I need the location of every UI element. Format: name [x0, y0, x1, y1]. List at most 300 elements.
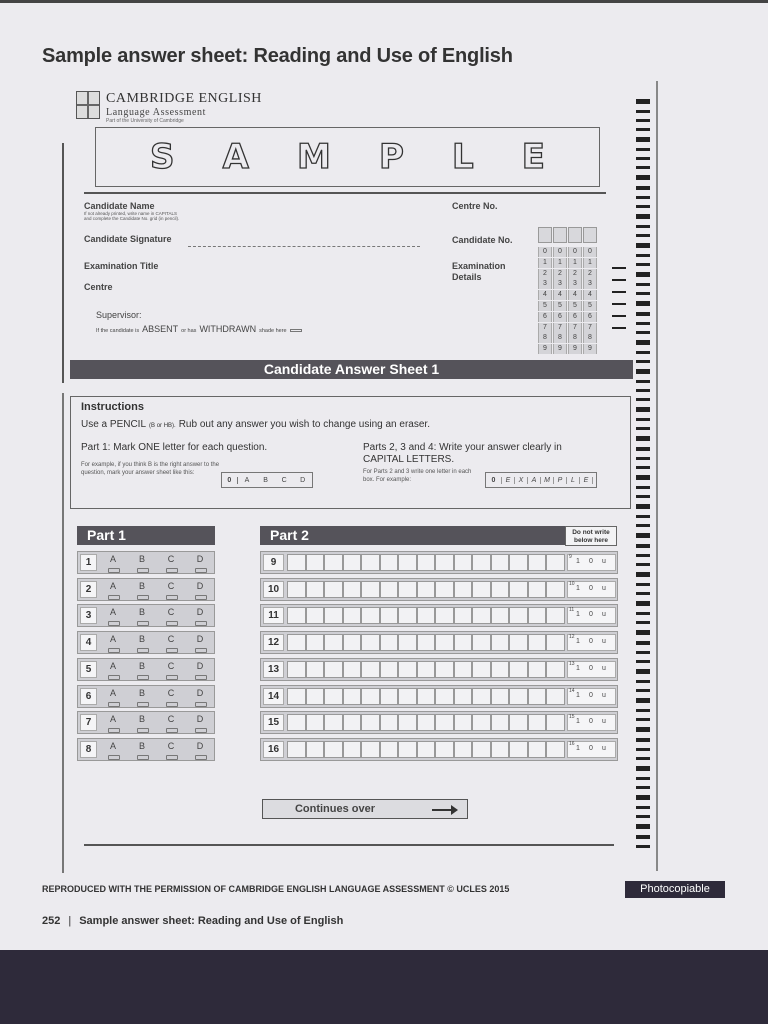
- letter-box[interactable]: [324, 661, 343, 678]
- letter-box[interactable]: [306, 688, 325, 705]
- question-number: 8: [80, 741, 97, 758]
- answer-option-lozenge[interactable]: A: [102, 741, 124, 758]
- mark-option: 1: [576, 744, 580, 752]
- letter-box[interactable]: [417, 634, 436, 651]
- letter-box[interactable]: [398, 688, 417, 705]
- crest-icon: [76, 91, 100, 119]
- candidate-grid-cell[interactable]: 5: [568, 301, 582, 311]
- answer-option-lozenge[interactable]: D: [189, 714, 211, 731]
- letter-box[interactable]: [528, 661, 547, 678]
- candidate-grid-cell[interactable]: 7: [583, 323, 597, 333]
- letter-box[interactable]: [509, 714, 528, 731]
- answer-option-lozenge[interactable]: A: [102, 581, 124, 598]
- part1-question-row: [77, 738, 215, 761]
- letter-box[interactable]: [417, 688, 436, 705]
- letter-box[interactable]: [361, 688, 380, 705]
- timing-mark: [636, 175, 650, 180]
- parts234-example-cell: E: [580, 477, 593, 484]
- letter-box[interactable]: [324, 634, 343, 651]
- answer-option-lozenge[interactable]: D: [189, 661, 211, 678]
- question-number: 2: [80, 581, 97, 598]
- answer-option-lozenge[interactable]: B: [131, 607, 153, 624]
- letter-box[interactable]: [472, 607, 491, 624]
- mark-option: 1: [576, 718, 580, 726]
- candidate-grid-cell[interactable]: 2: [553, 269, 567, 279]
- question-number: 3: [80, 607, 97, 624]
- part1-question-row: [77, 711, 215, 734]
- answer-option-lozenge[interactable]: D: [189, 554, 211, 571]
- candidate-grid-cell[interactable]: 1: [538, 258, 552, 268]
- examiner-mark-box: [567, 581, 616, 598]
- answer-option-lozenge[interactable]: B: [131, 661, 153, 678]
- letter-box[interactable]: [343, 661, 362, 678]
- letter-box[interactable]: [509, 741, 528, 758]
- candidate-grid-cell[interactable]: 6: [583, 312, 597, 322]
- letter-box[interactable]: [361, 714, 380, 731]
- letter-box[interactable]: [324, 688, 343, 705]
- candidate-grid-cell[interactable]: 9: [553, 344, 567, 354]
- candidate-grid-cell[interactable]: 4: [538, 290, 552, 300]
- candidate-grid-cell[interactable]: 2: [583, 269, 597, 279]
- timing-mark: [636, 119, 650, 122]
- timing-mark: [636, 186, 650, 190]
- sample-letter: E: [521, 137, 545, 177]
- candidate-grid-cell[interactable]: 3: [553, 279, 567, 289]
- letter-box[interactable]: [417, 714, 436, 731]
- mark-option: u: [602, 718, 606, 726]
- mark-option: 1: [576, 638, 580, 646]
- mark-option: 1: [576, 558, 580, 565]
- letter-box[interactable]: [509, 661, 528, 678]
- letter-box[interactable]: [306, 661, 325, 678]
- footer-separator: |: [68, 915, 72, 927]
- candidate-grid-cell[interactable]: 1: [583, 258, 597, 268]
- candidate-grid-cell[interactable]: 9: [568, 344, 582, 354]
- timing-mark: [636, 495, 650, 498]
- letter-box[interactable]: [528, 581, 547, 598]
- letter-box[interactable]: [343, 714, 362, 731]
- letter-box[interactable]: [306, 554, 325, 571]
- letter-boxes: [287, 714, 565, 731]
- part1-instruction: Part 1: Mark ONE letter for each question.: [81, 442, 268, 453]
- question-number: 7: [80, 714, 97, 731]
- answer-option-lozenge[interactable]: C: [160, 634, 182, 651]
- timing-mark: [636, 418, 650, 421]
- bottom-rule: [84, 844, 614, 846]
- timing-mark: [636, 660, 650, 663]
- letter-box[interactable]: [435, 714, 454, 731]
- letter-box[interactable]: [435, 634, 454, 651]
- letter-box[interactable]: [306, 581, 325, 598]
- letter-box[interactable]: [528, 634, 547, 651]
- letter-box[interactable]: [472, 554, 491, 571]
- letter-box[interactable]: [417, 581, 436, 598]
- candidate-grid-cell[interactable]: 6: [553, 312, 567, 322]
- answer-option-lozenge[interactable]: C: [160, 554, 182, 571]
- timing-mark: [636, 738, 650, 742]
- letter-box[interactable]: [287, 714, 306, 731]
- letter-box[interactable]: [287, 607, 306, 624]
- letter-box[interactable]: [528, 688, 547, 705]
- letter-box[interactable]: [361, 661, 380, 678]
- permission-notice: REPRODUCED WITH THE PERMISSION OF CAMBRIDGE ENGLISH LANGUAGE ASSESSMENT © UCLES 2015: [42, 884, 510, 894]
- letter-box[interactable]: [491, 714, 510, 731]
- photocopiable-badge: Photocopiable: [625, 881, 725, 898]
- timing-mark: [636, 563, 650, 566]
- timing-mark: [636, 806, 650, 809]
- letter-box[interactable]: [398, 607, 417, 624]
- letter-box[interactable]: [287, 688, 306, 705]
- arrow-right-icon: [432, 809, 456, 811]
- letter-box[interactable]: [380, 688, 399, 705]
- letter-box[interactable]: [343, 607, 362, 624]
- parts234-example-cell: M: [541, 477, 554, 484]
- candidate-grid-cell[interactable]: 4: [583, 290, 597, 300]
- candidate-grid-cell[interactable]: 8: [538, 333, 552, 343]
- timing-mark: [636, 835, 650, 839]
- letter-box[interactable]: [546, 661, 565, 678]
- supervisor-note-b: or has: [181, 328, 197, 334]
- sample-letter: M: [297, 137, 331, 177]
- timing-mark: [636, 786, 650, 789]
- letter-box[interactable]: [491, 741, 510, 758]
- letter-box[interactable]: [398, 634, 417, 651]
- mark-option: 0: [589, 638, 593, 646]
- letter-box[interactable]: [546, 607, 565, 624]
- letter-box[interactable]: [361, 581, 380, 598]
- candidate-grid-cell[interactable]: 1: [553, 258, 567, 268]
- answer-option-lozenge[interactable]: D: [189, 581, 211, 598]
- question-number: 9: [263, 554, 284, 571]
- examiner-mark-box: [567, 634, 616, 651]
- letter-box[interactable]: [287, 581, 306, 598]
- candidate-number-grid[interactable]: [538, 227, 598, 357]
- candidate-grid-cell[interactable]: 3: [583, 279, 597, 289]
- letter-box[interactable]: [546, 688, 565, 705]
- letter-box[interactable]: [398, 714, 417, 731]
- candidate-grid-cell[interactable]: 0: [538, 247, 552, 257]
- part1-header: Part 1: [77, 526, 215, 545]
- answer-option-lozenge[interactable]: A: [102, 554, 124, 571]
- answer-option-lozenge[interactable]: B: [131, 581, 153, 598]
- candidate-grid-cell[interactable]: 7: [568, 323, 582, 333]
- letter-box[interactable]: [380, 741, 399, 758]
- letter-box[interactable]: [287, 554, 306, 571]
- letter-box[interactable]: [343, 634, 362, 651]
- parts234-example-cell: X: [515, 477, 528, 484]
- part1-question-row: [77, 551, 215, 574]
- candidate-grid-cell[interactable]: 6: [538, 312, 552, 322]
- letter-box[interactable]: [324, 607, 343, 624]
- examination-title-label: Examination Title: [84, 261, 159, 271]
- letter-boxes: [287, 741, 565, 758]
- letter-box[interactable]: [398, 741, 417, 758]
- candidate-grid-cell[interactable]: 6: [568, 312, 582, 322]
- answer-option-lozenge[interactable]: D: [189, 607, 211, 624]
- letter-box[interactable]: [343, 741, 362, 758]
- answer-option-lozenge[interactable]: B: [131, 634, 153, 651]
- letter-box[interactable]: [546, 741, 565, 758]
- timing-mark: [636, 601, 650, 606]
- letter-box[interactable]: [509, 688, 528, 705]
- answer-option-lozenge[interactable]: A: [102, 714, 124, 731]
- letter-box[interactable]: [417, 661, 436, 678]
- timing-mark: [636, 572, 650, 577]
- timing-mark: [636, 389, 650, 392]
- letter-box[interactable]: [380, 634, 399, 651]
- candidate-grid-cell[interactable]: 8: [583, 333, 597, 343]
- grid-timing-marks: [612, 267, 626, 339]
- candidate-grid-cell[interactable]: 2: [568, 269, 582, 279]
- candidate-grid-cell[interactable]: 7: [553, 323, 567, 333]
- supervisor-note-a: If the candidate is: [96, 328, 140, 334]
- candidate-grid-cell[interactable]: 3: [538, 279, 552, 289]
- answer-option-lozenge[interactable]: A: [102, 607, 124, 624]
- candidate-signature-label: Candidate Signature: [84, 234, 172, 244]
- part2-question-row: [260, 578, 618, 601]
- timing-mark: [636, 475, 650, 480]
- letter-box[interactable]: [417, 607, 436, 624]
- letter-box[interactable]: [491, 581, 510, 598]
- letter-box[interactable]: [306, 741, 325, 758]
- mark-option: 1: [576, 611, 580, 619]
- letter-box[interactable]: [454, 607, 473, 624]
- letter-box[interactable]: [380, 607, 399, 624]
- letter-box[interactable]: [380, 714, 399, 731]
- letter-box[interactable]: [435, 581, 454, 598]
- candidate-grid-cell[interactable]: 0: [553, 247, 567, 257]
- timing-mark: [636, 340, 650, 345]
- parts234-example-cell: 0: [486, 477, 502, 484]
- letter-box[interactable]: [509, 581, 528, 598]
- answer-option-lozenge[interactable]: A: [102, 661, 124, 678]
- letter-box[interactable]: [528, 714, 547, 731]
- letter-box[interactable]: [324, 714, 343, 731]
- signature-line[interactable]: [188, 246, 420, 247]
- letter-box[interactable]: [491, 554, 510, 571]
- letter-box[interactable]: [361, 634, 380, 651]
- mark-question-number: 16: [569, 740, 575, 747]
- letter-box[interactable]: [343, 554, 362, 571]
- candidate-grid-cell[interactable]: 0: [568, 247, 582, 257]
- letter-box[interactable]: [343, 688, 362, 705]
- timing-mark: [636, 128, 650, 131]
- timing-mark: [636, 621, 650, 624]
- letter-box[interactable]: [417, 554, 436, 571]
- letter-box[interactable]: [306, 607, 325, 624]
- candidate-grid-cell[interactable]: 5: [553, 301, 567, 311]
- letter-box[interactable]: [324, 741, 343, 758]
- candidate-grid-cell[interactable]: 3: [568, 279, 582, 289]
- timing-mark: [636, 709, 650, 712]
- timing-mark: [636, 669, 650, 674]
- candidate-grid-column-head: [583, 227, 597, 243]
- letter-box[interactable]: [491, 607, 510, 624]
- part2-question-row: [260, 631, 618, 654]
- letter-box[interactable]: [546, 554, 565, 571]
- letter-box[interactable]: [398, 581, 417, 598]
- parts234-example-box: [485, 472, 597, 488]
- letter-box[interactable]: [324, 581, 343, 598]
- logo-name: CAMBRIDGE ENGLISH: [106, 91, 262, 106]
- candidate-grid-cell[interactable]: 9: [538, 344, 552, 354]
- letter-box[interactable]: [546, 634, 565, 651]
- timing-mark: [636, 427, 650, 430]
- sheet-left-border-lower: [62, 393, 64, 873]
- answer-option-lozenge[interactable]: C: [160, 741, 182, 758]
- mark-option: u: [602, 744, 606, 752]
- letter-box[interactable]: [509, 607, 528, 624]
- do-not-write-label: Do not write below here: [565, 526, 617, 546]
- question-number: 4: [80, 634, 97, 651]
- letter-box[interactable]: [435, 607, 454, 624]
- letter-box[interactable]: [435, 741, 454, 758]
- answer-option-lozenge[interactable]: A: [102, 634, 124, 651]
- candidate-grid-cell[interactable]: 2: [538, 269, 552, 279]
- letter-box[interactable]: [380, 661, 399, 678]
- letter-box[interactable]: [454, 714, 473, 731]
- letter-box[interactable]: [546, 714, 565, 731]
- letter-box[interactable]: [491, 634, 510, 651]
- answer-option-lozenge[interactable]: C: [160, 607, 182, 624]
- answer-sheet-title: Candidate Answer Sheet 1: [70, 360, 633, 379]
- letter-box[interactable]: [417, 741, 436, 758]
- letter-boxes: [287, 634, 565, 651]
- letter-box[interactable]: [380, 554, 399, 571]
- part2-question-row: [260, 711, 618, 734]
- letter-box[interactable]: [454, 661, 473, 678]
- letter-box[interactable]: [306, 634, 325, 651]
- letter-box[interactable]: [528, 607, 547, 624]
- letter-box[interactable]: [472, 741, 491, 758]
- answer-option-lozenge[interactable]: A: [102, 688, 124, 705]
- candidate-grid-cell[interactable]: 5: [583, 301, 597, 311]
- letter-box[interactable]: [435, 661, 454, 678]
- timing-mark: [636, 263, 650, 266]
- timing-mark: [636, 99, 650, 104]
- mark-option: 0: [589, 664, 593, 672]
- letter-box[interactable]: [398, 661, 417, 678]
- letter-box[interactable]: [343, 581, 362, 598]
- part2-question-row: [260, 551, 618, 574]
- letter-box[interactable]: [472, 581, 491, 598]
- letter-box[interactable]: [528, 741, 547, 758]
- letter-box[interactable]: [528, 554, 547, 571]
- timing-mark: [636, 301, 650, 306]
- letter-box[interactable]: [398, 554, 417, 571]
- timing-mark: [636, 466, 650, 469]
- answer-option-lozenge[interactable]: D: [189, 634, 211, 651]
- answer-option-lozenge[interactable]: B: [131, 688, 153, 705]
- page-number: 252: [42, 915, 61, 927]
- question-number: 11: [263, 607, 284, 624]
- letter-box[interactable]: [454, 688, 473, 705]
- candidate-grid-cell[interactable]: 7: [538, 323, 552, 333]
- timing-mark: [636, 651, 650, 654]
- part1-example-cell: D: [300, 476, 306, 484]
- candidate-grid-cell[interactable]: 4: [568, 290, 582, 300]
- candidate-grid-cell[interactable]: 1: [568, 258, 582, 268]
- candidate-grid-cell[interactable]: 9: [583, 344, 597, 354]
- letter-box[interactable]: [509, 634, 528, 651]
- letter-box[interactable]: [454, 741, 473, 758]
- question-number: 14: [263, 688, 284, 705]
- examiner-mark-box: [567, 554, 616, 571]
- answer-option-lozenge[interactable]: C: [160, 714, 182, 731]
- answer-option-lozenge[interactable]: D: [189, 688, 211, 705]
- parts234-instruction: Parts 2, 3 and 4: Write your answer clearly in CAPITAL LETTERS.: [363, 442, 562, 465]
- timing-mark: [636, 360, 650, 363]
- candidate-grid-cell[interactable]: 8: [568, 333, 582, 343]
- letter-box[interactable]: [435, 554, 454, 571]
- letter-box[interactable]: [435, 688, 454, 705]
- mark-option: 1: [576, 664, 580, 672]
- absent-shade-box[interactable]: [290, 329, 302, 332]
- candidate-grid-column-head: [568, 227, 582, 243]
- answer-option-lozenge[interactable]: C: [160, 581, 182, 598]
- answer-option-lozenge[interactable]: C: [160, 688, 182, 705]
- letter-box[interactable]: [472, 661, 491, 678]
- mark-option: u: [602, 638, 606, 646]
- letter-box[interactable]: [287, 634, 306, 651]
- candidate-grid-cell[interactable]: 5: [538, 301, 552, 311]
- mark-option: 0: [589, 558, 593, 565]
- answer-option-lozenge[interactable]: B: [131, 554, 153, 571]
- timing-mark: [636, 592, 650, 595]
- timing-mark: [636, 583, 650, 586]
- mark-question-number: 15: [569, 714, 575, 721]
- letter-box[interactable]: [324, 554, 343, 571]
- logo-text: [106, 91, 262, 124]
- answer-option-lozenge[interactable]: B: [131, 714, 153, 731]
- letter-box[interactable]: [306, 714, 325, 731]
- supervisor-label: Supervisor:: [96, 310, 142, 320]
- letter-box[interactable]: [380, 581, 399, 598]
- answer-option-lozenge[interactable]: D: [189, 741, 211, 758]
- letter-box[interactable]: [287, 661, 306, 678]
- supervisor-absent: ABSENT: [142, 324, 179, 334]
- timing-mark: [636, 515, 650, 518]
- letter-box[interactable]: [361, 741, 380, 758]
- letter-box[interactable]: [287, 741, 306, 758]
- letter-box[interactable]: [472, 634, 491, 651]
- parts234-example-text: For Parts 2 and 3 write one letter in each box. For example:: [363, 469, 472, 483]
- letter-box[interactable]: [491, 661, 510, 678]
- letter-box[interactable]: [454, 554, 473, 571]
- mark-option: 0: [589, 611, 593, 619]
- letter-box[interactable]: [361, 554, 380, 571]
- timing-mark: [636, 243, 650, 248]
- letter-box[interactable]: [491, 688, 510, 705]
- logo-tag: Part of the University of Cambridge: [106, 118, 184, 124]
- letter-box[interactable]: [454, 634, 473, 651]
- mark-question-number: 9: [569, 554, 572, 560]
- letter-box[interactable]: [509, 554, 528, 571]
- letter-box[interactable]: [472, 688, 491, 705]
- candidate-grid-cell[interactable]: 4: [553, 290, 567, 300]
- timing-mark: [636, 689, 650, 692]
- candidate-grid-cell[interactable]: 0: [583, 247, 597, 257]
- letter-box[interactable]: [472, 714, 491, 731]
- answer-option-lozenge[interactable]: B: [131, 741, 153, 758]
- letter-box[interactable]: [546, 581, 565, 598]
- timing-mark: [636, 205, 650, 208]
- letter-box[interactable]: [454, 581, 473, 598]
- answer-option-lozenge[interactable]: C: [160, 661, 182, 678]
- part2-question-row: [260, 604, 618, 627]
- candidate-grid-cell[interactable]: 8: [553, 333, 567, 343]
- letter-box[interactable]: [361, 607, 380, 624]
